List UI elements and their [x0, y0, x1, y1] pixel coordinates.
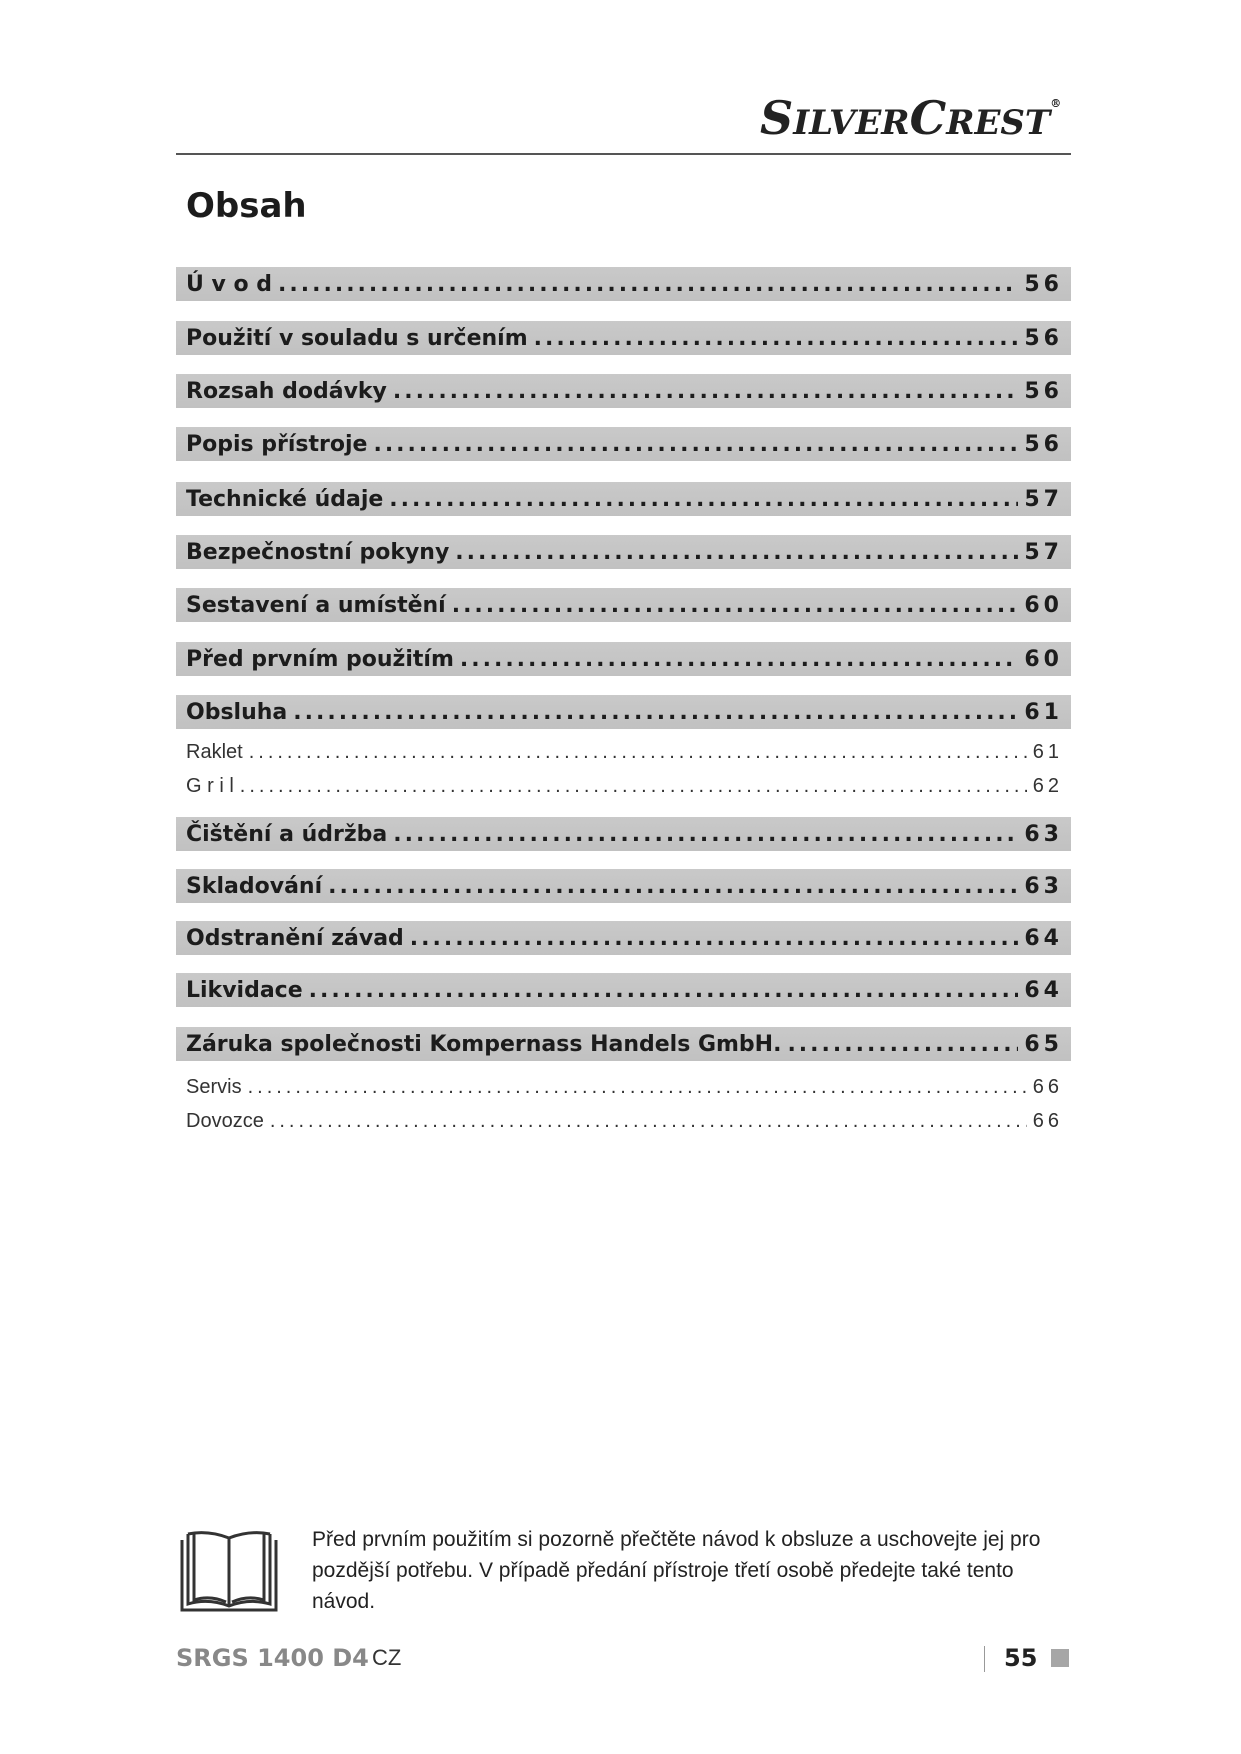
brand-letters: REST	[946, 103, 1051, 143]
toc-entry	[176, 695, 1071, 729]
toc-leader-dots	[249, 741, 1027, 764]
page-title: Obsah	[186, 186, 307, 226]
header-rule	[176, 153, 1071, 155]
page-marker-square	[1051, 1649, 1069, 1667]
toc-entry	[176, 642, 1071, 676]
toc-entry-page: 62	[1032, 774, 1063, 797]
toc-subentry	[176, 737, 1071, 767]
toc-leader-dots	[534, 326, 1019, 351]
toc-leader-dots	[373, 432, 1018, 457]
toc-entry	[176, 921, 1071, 955]
brand-logo	[760, 88, 1072, 148]
toc-entry	[176, 267, 1071, 301]
toc-entry	[176, 869, 1071, 903]
toc-leader-dots	[455, 540, 1018, 565]
toc-leader-dots	[389, 487, 1018, 512]
toc-entry	[176, 482, 1071, 516]
page-number: 55	[1004, 1644, 1038, 1672]
model-number: SRGS 1400 D4	[176, 1644, 369, 1672]
toc-entry-label: Čištění a údržba	[186, 821, 388, 847]
toc-entry	[176, 588, 1071, 622]
notice-text: Před prvním použitím si pozorně přečtěte návod k obsluze a uschovejte jej pro pozdější potřebu. V případě předání přístroje třetí osobě předejte také tento návod.	[312, 1528, 1041, 1613]
toc-entry-label: Sestavení a umístění	[186, 592, 446, 618]
toc-entry-label: Obsluha	[186, 699, 288, 725]
toc-entry	[176, 817, 1071, 851]
toc-entry-label: Odstranění závad	[186, 925, 404, 951]
toc-entry-label: Před prvním použitím	[186, 646, 454, 672]
toc-entry-label: Likvidace	[186, 977, 303, 1003]
toc-entry-page: 56	[1024, 431, 1063, 457]
toc-entry	[176, 973, 1071, 1007]
toc-entry-label: Použití v souladu s určením	[186, 325, 528, 351]
page-footer	[176, 1638, 1071, 1678]
brand-letter: C	[909, 91, 947, 145]
toc-leader-dots	[293, 700, 1018, 725]
toc-entry-label: Ú v o d	[186, 271, 273, 297]
footer-separator	[984, 1646, 985, 1672]
toc-entry-label: Skladování	[186, 873, 323, 899]
toc-subentry	[176, 1106, 1071, 1136]
toc-leader-dots	[787, 1032, 1018, 1057]
brand-letter: S	[760, 91, 794, 145]
toc-leader-dots	[328, 874, 1018, 899]
toc-entry-label: Raklet	[186, 740, 243, 763]
toc-leader-dots	[248, 1076, 1027, 1099]
open-book-icon	[180, 1530, 278, 1612]
toc-subentry	[176, 1072, 1071, 1102]
toc-entry-page: 63	[1024, 873, 1063, 899]
toc-entry-label: Servis	[186, 1075, 242, 1098]
registered-mark: ®	[1050, 97, 1062, 110]
toc-entry	[176, 374, 1071, 408]
toc-entry-label: Popis přístroje	[186, 431, 368, 457]
toc-entry	[176, 1027, 1071, 1061]
toc-leader-dots	[309, 978, 1019, 1003]
toc-entry-page: 66	[1032, 1075, 1063, 1098]
brand-letters: ILVER	[793, 103, 910, 143]
toc-entry-page: 56	[1024, 271, 1063, 297]
toc-leader-dots	[240, 775, 1027, 798]
toc-entry	[176, 321, 1071, 355]
toc-entry-page: 65	[1024, 1031, 1063, 1057]
toc-entry-label: Záruka společnosti Kompernass Handels GmbH.	[186, 1031, 782, 1057]
notice-box	[176, 1520, 1071, 1620]
toc-leader-dots	[460, 647, 1018, 672]
toc-subentry	[176, 771, 1071, 801]
toc-entry-page: 63	[1024, 821, 1063, 847]
toc-entry-page: 64	[1024, 925, 1063, 951]
toc-entry-page: 57	[1024, 486, 1063, 512]
toc-leader-dots	[393, 822, 1018, 847]
toc-entry-page: 60	[1024, 592, 1063, 618]
language-code: CZ	[372, 1645, 402, 1670]
toc-entry-label: Technické údaje	[186, 486, 384, 512]
toc-leader-dots	[452, 593, 1019, 618]
toc-entry-page: 60	[1024, 646, 1063, 672]
toc-entry-page: 57	[1024, 539, 1063, 565]
toc-leader-dots	[410, 926, 1019, 951]
toc-entry-label: G r i l	[186, 774, 234, 797]
toc-entry-label: Rozsah dodávky	[186, 378, 387, 404]
toc-entry-page: 64	[1024, 977, 1063, 1003]
toc-entry-page: 56	[1024, 378, 1063, 404]
toc-entry-label: Dovozce	[186, 1109, 264, 1132]
toc-entry-page: 61	[1024, 699, 1063, 725]
toc-leader-dots	[270, 1110, 1027, 1133]
toc-entry-page: 56	[1024, 325, 1063, 351]
toc-entry-page: 66	[1032, 1109, 1063, 1132]
toc-entry-label: Bezpečnostní pokyny	[186, 539, 450, 565]
toc-entry	[176, 427, 1071, 461]
toc-entry	[176, 535, 1071, 569]
toc-entry-page: 61	[1032, 740, 1063, 763]
toc-leader-dots	[393, 379, 1018, 404]
toc-leader-dots	[278, 272, 1018, 297]
